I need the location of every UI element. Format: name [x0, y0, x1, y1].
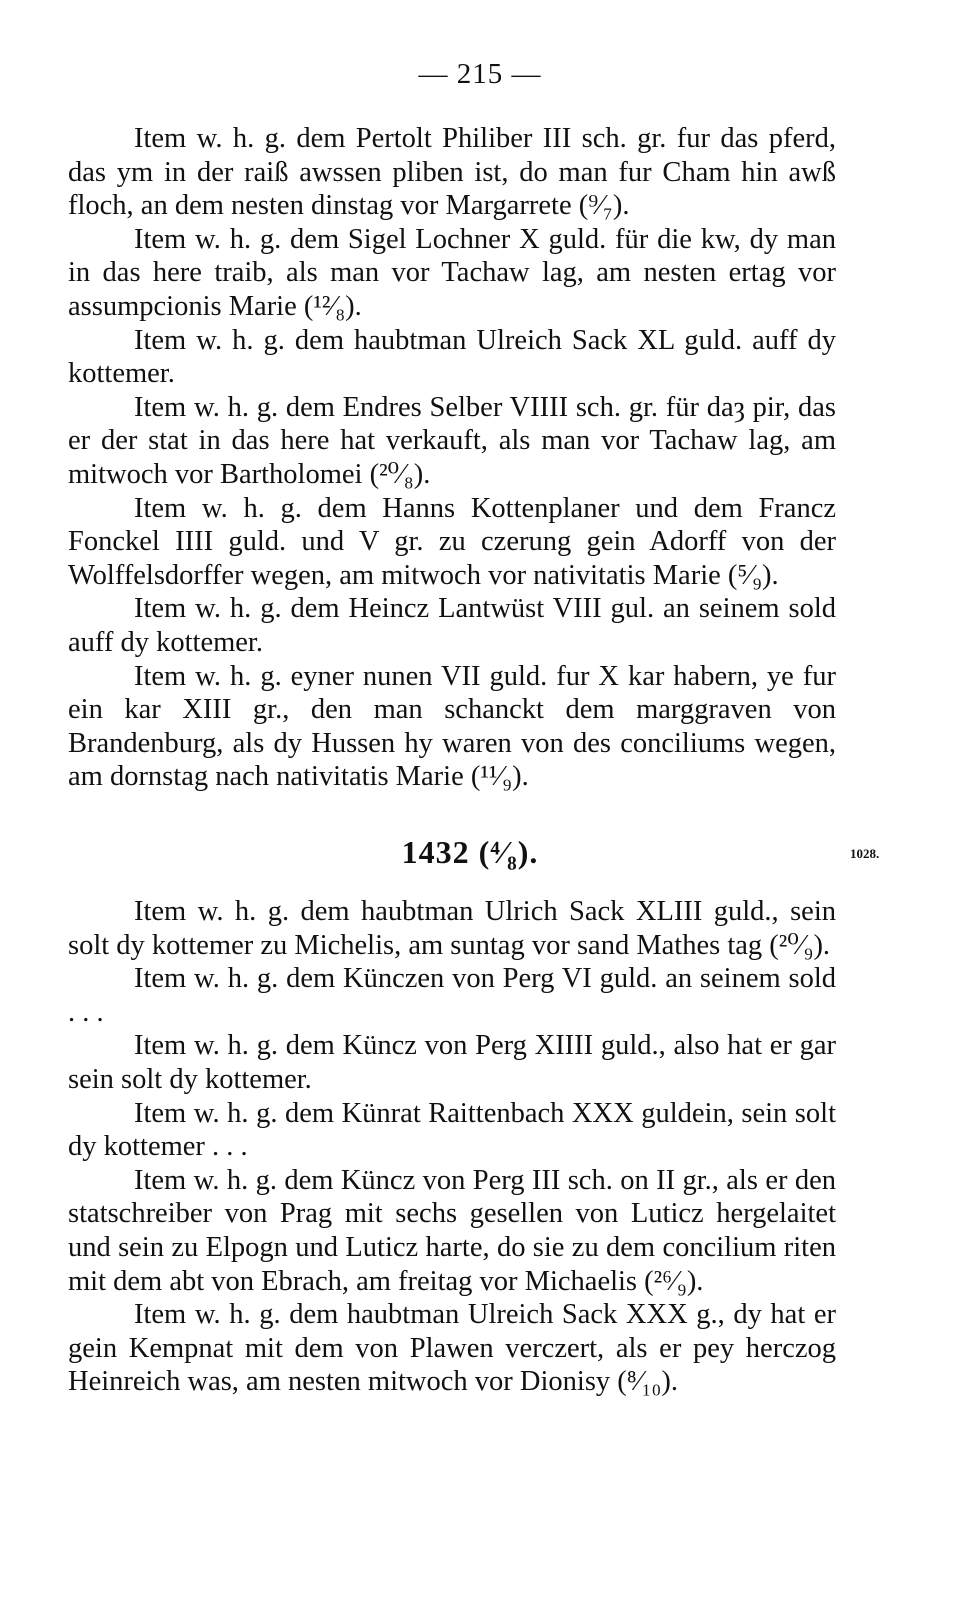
year-heading: 1432 (⁴⁄₈). [401, 834, 539, 870]
margin-number: 1028. [850, 846, 880, 861]
section-2 [68, 895, 836, 1399]
entry-7: Item w. h. g. eyner nunen VII guld. fur X kar habern, ye fur ein kar XIII gr., den man schanckt dem marggraven von Brandenburg, als dy Hussen hy waren von des conciliums wegen, am dornstag nach nativitatis Marie (¹¹⁄₉). [68, 660, 836, 793]
entry-9: Item w. h. g. dem Künczen von Perg VI guld. an seinem sold . . . [68, 963, 836, 1028]
page-number: — 215 — [418, 58, 542, 90]
entry-3: Item w. h. g. dem haubtman Ulreich Sack XL guld. auff dy kottemer. [68, 324, 836, 390]
entry-6: Item w. h. g. dem Heincz Lantwüst VIII gul. an seinem sold auff dy kottemer. [68, 593, 836, 658]
entry-12: Item w. h. g. dem Küncz von Perg III sch. on II gr., als er den statschreiber von Prag mit sechs gesellen von Luticz hergelaitet und sein zu Elpogn und Luticz harte, do sie zu dem concilium riten mit dem abt von Ebrach, am freitag vor Michaelis (²⁶⁄₉). [68, 1164, 836, 1297]
entry-8: Item w. h. g. dem haubtman Ulrich Sack XLIII guld., sein solt dy kottemer zu Michelis, am suntag vor sand Mathes tag (²⁰⁄₉). [68, 896, 836, 961]
entry-2: Item w. h. g. dem Sigel Lochner X guld. für die kw, dy man in das here traib, als man vor Tachaw lag, am nesten ertag vor assumpcionis Marie (¹²⁄₈). [68, 223, 836, 322]
section-1 [68, 122, 836, 794]
entry-10: Item w. h. g. dem Küncz von Perg XIIII guld., also hat er gar sein solt dy kottemer. [68, 1030, 836, 1095]
entry-5: Item w. h. g. dem Hanns Kottenplaner und dem Francz Fonckel IIII guld. und V gr. zu czerung gein Adorff von der Wolffelsdorffer wegen, am mitwoch vor nativitatis Marie (⁵⁄₉). [68, 492, 836, 591]
entry-4: Item w. h. g. dem Endres Selber VIIII sch. gr. für daȝ pir, das er der stat in das here hat verkauft, als man vor Tachaw lag, am mitwoch vor Bartholomei (²⁰⁄₈). [68, 391, 836, 490]
entry-13: Item w. h. g. dem haubtman Ulreich Sack XXX g., dy hat er gein Kempnat mit dem von Plawen verczert, als er pey herczog Heinreich was, am nesten mitwoch vor Dionisy (⁸⁄₁₀). [68, 1299, 836, 1398]
entry-1: Item w. h. g. dem Pertolt Philiber III sch. gr. fur das pferd, das ym in der raiß awssen pliben ist, do man fur Cham hin awß floch, an dem nesten dinstag vor Margarrete (⁹⁄₇). [68, 123, 836, 222]
entry-11: Item w. h. g. dem Künrat Raittenbach XXX guldein, sein solt dy kottemer . . . [68, 1097, 836, 1163]
